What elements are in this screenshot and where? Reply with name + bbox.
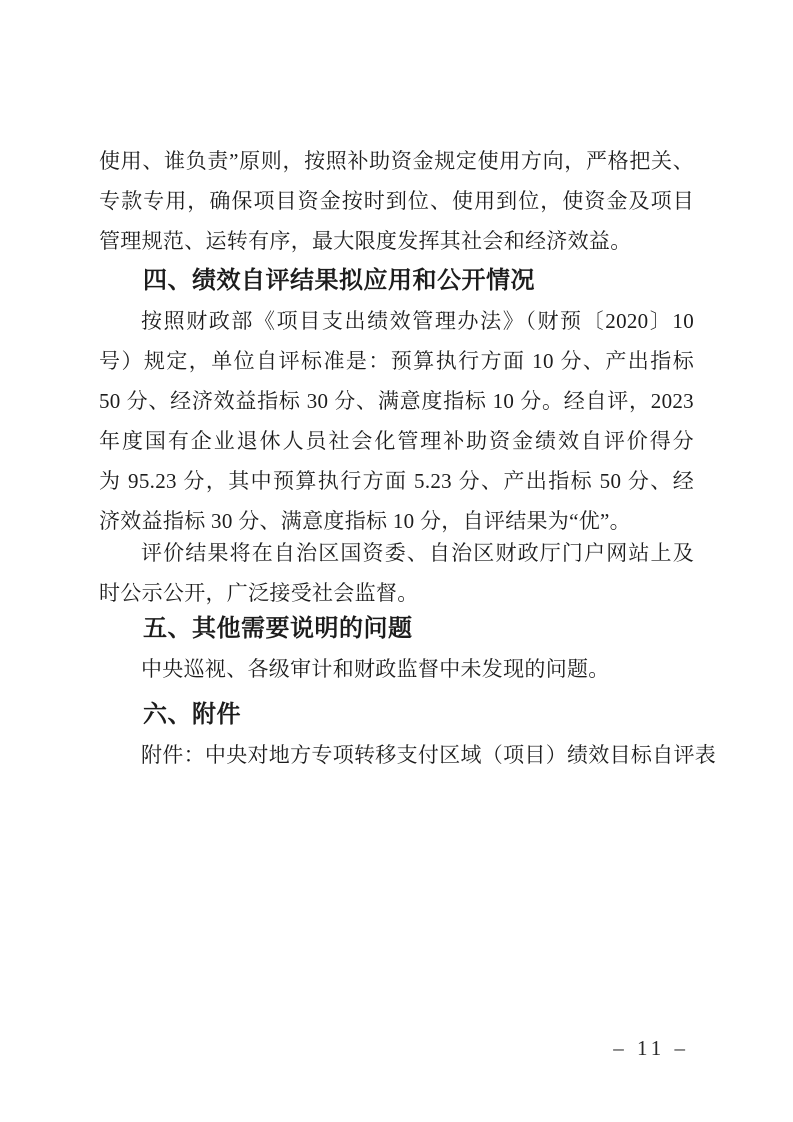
section-6-paragraph-1	[99, 735, 717, 775]
body-text-line: 附件：中央对地方专项转移支付区域（项目）绩效目标自评表	[141, 743, 717, 767]
page-number: – 11 –	[613, 1036, 689, 1060]
body-text-line: 济效益指标 30 分、满意度指标 10 分，自评结果为“优”。	[99, 509, 631, 533]
document-body	[99, 141, 717, 775]
body-text-line: 号）规定，单位自评标准是：预算执行方面 10 分、产出指标	[99, 349, 694, 373]
body-text-line: 评价结果将在自治区国资委、自治区财政厅门户网站上及	[141, 541, 694, 565]
section-5-paragraph-1	[99, 649, 694, 689]
body-text-line: 使用、谁负责”原则，按照补助资金规定使用方向，严格把关、	[99, 149, 694, 173]
body-text-line: 年度国有企业退休人员社会化管理补助资金绩效自评价得分	[99, 429, 694, 453]
body-text-line: 管理规范、运转有序，最大限度发挥其社会和经济效益。	[99, 229, 632, 253]
body-text-line: 为 95.23 分，其中预算执行方面 5.23 分、产出指标 50 分、经	[99, 469, 694, 493]
section-heading-4: 四、绩效自评结果拟应用和公开情况	[143, 267, 535, 294]
section-heading-6: 六、附件	[143, 701, 241, 728]
body-text-line: 专款专用，确保项目资金按时到位、使用到位，使资金及项目	[99, 189, 694, 213]
body-text-line: 按照财政部《项目支出绩效管理办法》（财预〔2020〕10	[141, 309, 694, 333]
section-heading-5: 五、其他需要说明的问题	[143, 615, 413, 642]
body-text-line: 中央巡视、各级审计和财政监督中未发现的问题。	[141, 657, 610, 681]
body-text-line: 50 分、经济效益指标 30 分、满意度指标 10 分。经自评，2023	[99, 389, 694, 413]
section-4-paragraph-1	[99, 301, 694, 541]
section-4-paragraph-2	[99, 533, 694, 613]
intro-paragraph	[99, 141, 694, 261]
body-text-line: 时公示公开，广泛接受社会监督。	[99, 581, 419, 605]
